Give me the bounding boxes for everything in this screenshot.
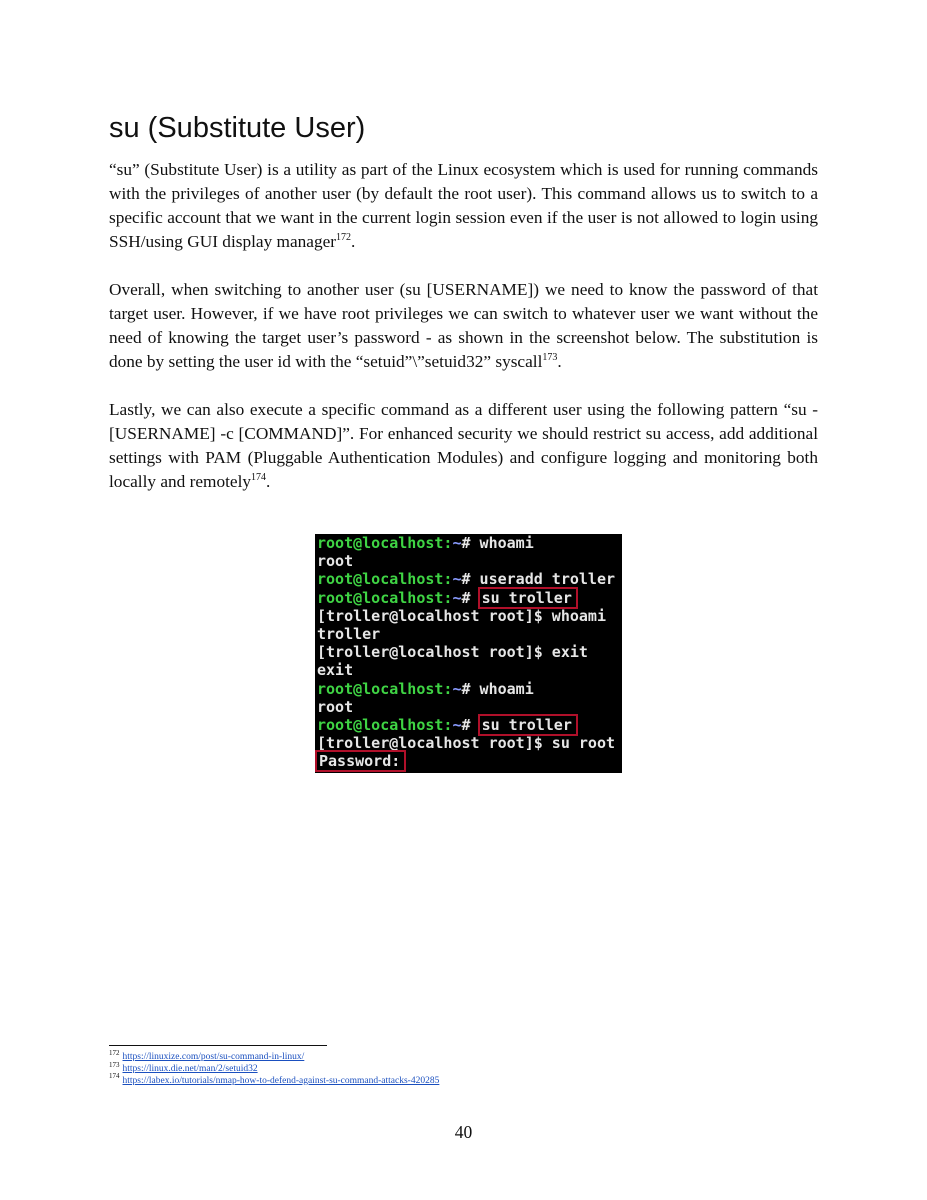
terminal-line: root@localhost:~# whoami [317, 534, 534, 552]
terminal-line: root@localhost:~# whoami [317, 679, 534, 698]
footnote-item: $^{172}$ https://linuxize.com/post/su-command-in-linux/ [109, 1048, 305, 1062]
footnote-item: $^{174}$ https://labex.io/tutorials/nmap-how-to-defend-against-su-command-attacks-420285 [109, 1072, 440, 1086]
terminal-line: [troller@localhost root]$ exit [317, 643, 588, 662]
footnote-ref-173[interactable]: 173 [542, 352, 558, 364]
terminal-line: root [317, 697, 354, 716]
terminal-line: root [317, 552, 354, 571]
footnote-ref-174[interactable]: 174 [251, 472, 267, 484]
footnote-separator [109, 1045, 327, 1046]
footnote-link[interactable]: https://linuxize.com/post/su-command-in-linux/ [122, 1052, 305, 1062]
paragraph-switching-text: Overall, when switching to another user (su [USERNAME]) we need to know the password of that target user. However, if we have root privileges we can switch to whatever user we want without the need of knowing the target user’s password - as shown in the screenshot below. The substitution is done by setting the user id with the “setuid”\”setuid32” syscall [109, 280, 818, 371]
highlighted-password-prompt: Password: [317, 752, 404, 770]
section-title: su (Substitute User) [109, 112, 366, 144]
terminal-line [317, 752, 622, 770]
terminal-line: root@localhost:~# su troller [317, 716, 622, 734]
footnote-ref-172[interactable]: 172 [336, 232, 352, 244]
footnote-item: $^{173}$ https://linux.die.net/man/2/setuid32 [109, 1060, 258, 1074]
paragraph-intro: “su” (Substitute User) is a utility as part of the Linux ecosystem which is used for running commands with the privileges of another user (by default the root user). This command allows us to switch to a specific account that we want in the current login session even if the user is not allowed to login using SSH/using GUI display manager$^{172}$. [109, 160, 818, 251]
highlighted-command: su troller [480, 589, 576, 607]
paragraph-security: Lastly, we can also execute a specific command as a different user using the following pattern “su - [USERNAME] -c [COMMAND]”. For enhanced security we should restrict su access, add additional settings with PAM (Pluggable Authentication Modules) and configure logging and monitoring both locally and remotely$^{174}$. [109, 400, 818, 491]
highlighted-command: su troller [480, 716, 576, 734]
terminal-line: [troller@localhost root]$ su root [317, 734, 616, 753]
terminal-line: troller [317, 624, 381, 643]
terminal-line: root@localhost:~# su troller [317, 589, 622, 607]
terminal-line: root@localhost:~# useradd troller [317, 570, 616, 589]
footnotes [109, 1048, 709, 1087]
paragraph-switching: Overall, when switching to another user (su [USERNAME]) we need to know the password of that target user. However, if we have root privileges we can switch to whatever user we want without the need of knowing the target user’s password - as shown in the screenshot below. The substitution is done by setting the user id with the “setuid”\”setuid32” syscall$^{173}$. [109, 280, 818, 371]
terminal-screenshot [315, 534, 622, 773]
paragraph-security-text: Lastly, we can also execute a specific command as a different user using the following pattern “su - [USERNAME] -c [COMMAND]”. For enhanced security we should restrict su access, add additional settings with PAM (Pluggable Authentication Modules) and configure logging and monitoring both locally and remotely [109, 400, 818, 491]
paragraph-intro-text: “su” (Substitute User) is a utility as part of the Linux ecosystem which is used for running commands with the privileges of another user (by default the root user). This command allows us to switch to a specific account that we want in the current login session even if the user is not allowed to login using SSH/using GUI display manager [109, 160, 818, 251]
footnote-link[interactable]: https://labex.io/tutorials/nmap-how-to-defend-against-su-command-attacks-420285 [122, 1075, 440, 1086]
terminal-line: exit [317, 661, 354, 680]
footnote-link[interactable]: https://linux.die.net/man/2/setuid32 [122, 1063, 258, 1074]
terminal-line: [troller@localhost root]$ whoami [317, 606, 606, 625]
page-number: 40 [454, 1122, 473, 1142]
